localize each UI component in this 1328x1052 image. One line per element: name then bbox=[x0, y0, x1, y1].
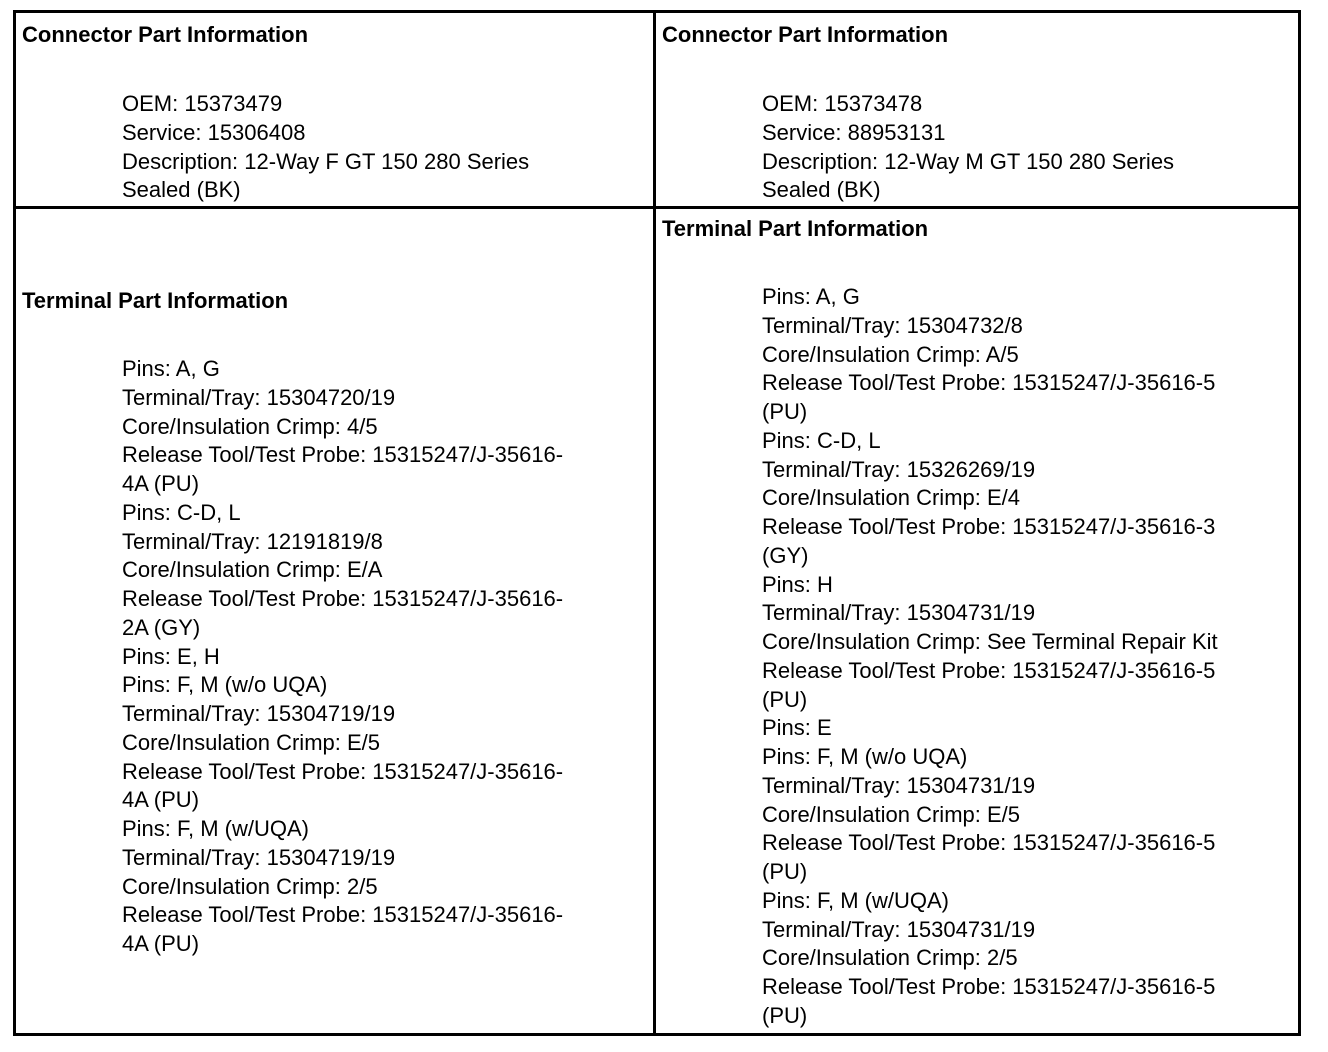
detail-line: Pins: F, M (w/UQA) bbox=[762, 887, 950, 913]
detail-line: OEM: 15373479 bbox=[122, 91, 283, 116]
detail-line: 2A (GY) bbox=[122, 614, 201, 640]
detail-line: OEM: 15373478 bbox=[762, 91, 923, 116]
detail-line: Service: 88953131 bbox=[762, 119, 946, 145]
detail-line: Core/Insulation Crimp: E/4 bbox=[762, 485, 1020, 511]
detail-line: Terminal/Tray: 15304731/19 bbox=[762, 772, 1036, 798]
detail-line: Terminal/Tray: 15304731/19 bbox=[762, 600, 1036, 626]
detail-line: Pins: C-D, L bbox=[122, 499, 241, 525]
detail-line: (PU) bbox=[762, 859, 808, 884]
detail-line: Release Tool/Test Probe: 15315247/J-35616- bbox=[122, 758, 564, 784]
detail-line: Pins: F, M (w/o UQA) bbox=[122, 672, 328, 698]
detail-line: Pins: A, G bbox=[762, 284, 860, 309]
detail-line: (GY) bbox=[762, 542, 809, 568]
detail-line: Core/Insulation Crimp: E/5 bbox=[122, 729, 380, 755]
detail-line: Core/Insulation Crimp: See Terminal Repair Kit bbox=[762, 629, 1218, 654]
connector-info-table bbox=[13, 10, 1301, 1036]
detail-line: Sealed (BK) bbox=[122, 177, 241, 203]
detail-line: (PU) bbox=[762, 399, 808, 424]
detail-line: Terminal/Tray: 15304719/19 bbox=[122, 701, 396, 726]
detail-line: Terminal/Tray: 15304731/19 bbox=[762, 916, 1036, 942]
detail-line: Core/Insulation Crimp: 2/5 bbox=[122, 873, 378, 899]
detail-line: Terminal/Tray: 12191819/8 bbox=[122, 528, 383, 554]
detail-line: 4A (PU) bbox=[122, 787, 200, 813]
terminal-info-cell-right bbox=[656, 209, 1298, 1033]
connector-details-right bbox=[762, 90, 1174, 205]
detail-line: Service: 15306408 bbox=[122, 119, 306, 145]
detail-line: Release Tool/Test Probe: 15315247/J-35616-5 bbox=[762, 370, 1216, 396]
detail-line: Release Tool/Test Probe: 15315247/J-35616- bbox=[122, 442, 564, 468]
detail-line: Terminal/Tray: 15304719/19 bbox=[122, 844, 396, 870]
detail-line: (PU) bbox=[762, 686, 808, 712]
detail-line: Core/Insulation Crimp: 2/5 bbox=[762, 945, 1018, 971]
detail-line: Description: 12-Way F GT 150 280 Series bbox=[122, 148, 530, 174]
connector-info-cell-left bbox=[16, 13, 656, 209]
detail-line: Description: 12-Way M GT 150 280 Series bbox=[762, 148, 1175, 174]
detail-line: Release Tool/Test Probe: 15315247/J-35616-5 bbox=[762, 657, 1216, 683]
detail-line: Pins: A, G bbox=[122, 356, 220, 381]
detail-line: (PU) bbox=[762, 1002, 808, 1028]
detail-line: Core/Insulation Crimp: A/5 bbox=[762, 341, 1019, 367]
detail-line: Pins: E bbox=[762, 715, 832, 741]
detail-line: Terminal/Tray: 15304720/19 bbox=[122, 384, 396, 410]
connector-heading-left: Connector Part Information bbox=[22, 22, 309, 47]
detail-line: Pins: C-D, L bbox=[762, 427, 881, 453]
detail-line: Core/Insulation Crimp: 4/5 bbox=[122, 413, 378, 439]
detail-line: Pins: E, H bbox=[122, 643, 220, 669]
terminal-details-left bbox=[122, 355, 563, 959]
terminal-info-cell-left bbox=[16, 209, 656, 1033]
detail-line: 4A (PU) bbox=[122, 931, 200, 956]
detail-line: Release Tool/Test Probe: 15315247/J-35616- bbox=[122, 586, 564, 611]
connector-info-cell-right bbox=[656, 13, 1298, 209]
detail-line: Core/Insulation Crimp: E/5 bbox=[762, 801, 1020, 827]
detail-line: Pins: H bbox=[762, 571, 833, 597]
detail-line: Release Tool/Test Probe: 15315247/J-35616- bbox=[122, 902, 564, 928]
detail-line: Release Tool/Test Probe: 15315247/J-35616-5 bbox=[762, 830, 1216, 856]
detail-line: Pins: F, M (w/UQA) bbox=[122, 816, 310, 841]
terminal-details-right bbox=[762, 283, 1218, 1031]
detail-line: Terminal/Tray: 15326269/19 bbox=[762, 456, 1036, 482]
detail-line: Pins: F, M (w/o UQA) bbox=[762, 744, 968, 769]
terminal-heading-left: Terminal Part Information bbox=[22, 288, 289, 313]
detail-line: Release Tool/Test Probe: 15315247/J-35616-5 bbox=[762, 974, 1216, 999]
terminal-heading-right: Terminal Part Information bbox=[662, 216, 929, 241]
detail-line: Sealed (BK) bbox=[762, 177, 881, 203]
detail-line: Core/Insulation Crimp: E/A bbox=[122, 557, 383, 583]
detail-line: Release Tool/Test Probe: 15315247/J-35616-3 bbox=[762, 514, 1216, 539]
detail-line: 4A (PU) bbox=[122, 471, 200, 496]
connector-details-left bbox=[122, 90, 529, 205]
detail-line: Terminal/Tray: 15304732/8 bbox=[762, 312, 1023, 338]
connector-heading-right: Connector Part Information bbox=[662, 22, 949, 47]
